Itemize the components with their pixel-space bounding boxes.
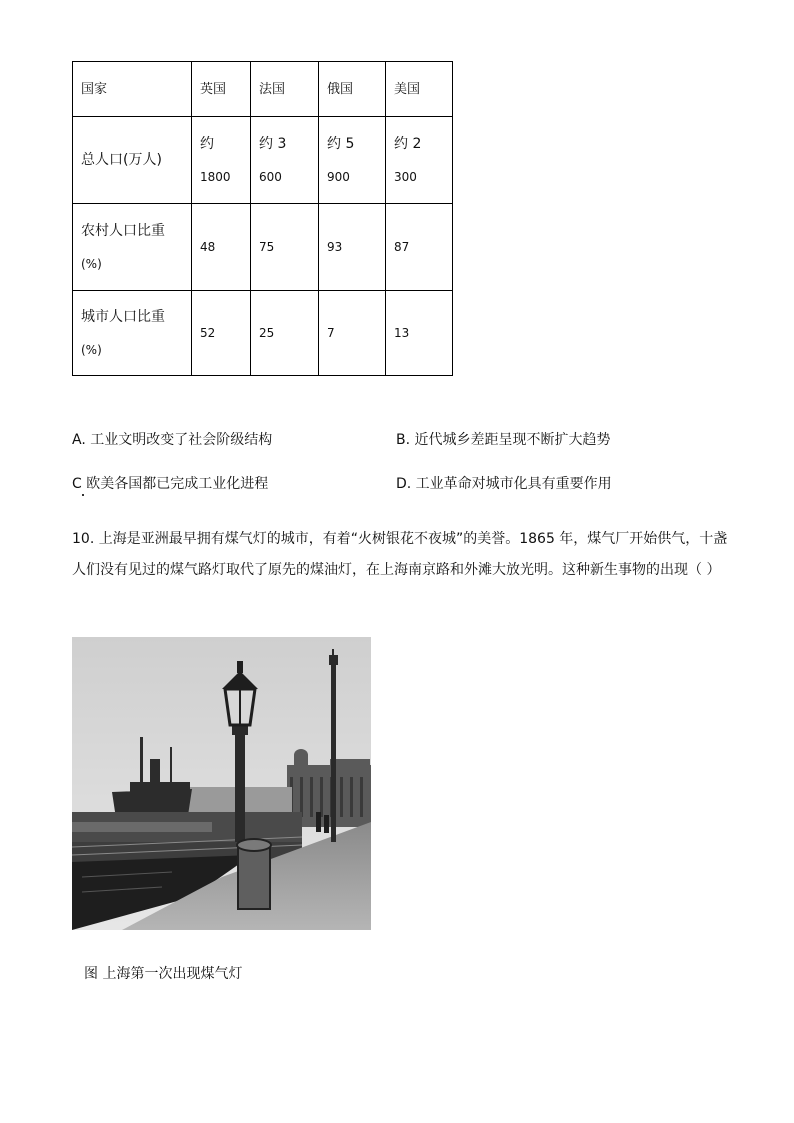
- table-cell: [319, 117, 386, 204]
- header-cell: 美国: [386, 62, 453, 117]
- table-cell: 7: [319, 291, 386, 376]
- row-label: [73, 204, 192, 291]
- table-cell: 25: [251, 291, 319, 376]
- row-label-unit: (%): [81, 257, 102, 271]
- row-label-unit: (%): [81, 343, 102, 357]
- header-cell: 国家: [73, 62, 192, 117]
- stray-mark: [82, 494, 84, 496]
- row-label: [73, 117, 192, 204]
- cell-value-sub: 900: [327, 170, 350, 184]
- cell-value: 约: [200, 136, 214, 152]
- cell-value-sub: 600: [259, 170, 282, 184]
- table-row: [73, 291, 453, 376]
- header-cell: 法国: [251, 62, 319, 117]
- cell-value: 约 2: [394, 136, 422, 152]
- table-row: [73, 204, 453, 291]
- question-10-text: 10. 上海是亚洲最早拥有煤气灯的城市，有着“火树银花不夜城”的美誉。1865 年，煤气厂开始供气，十盏人们没有见过的煤气路灯取代了原先的煤油灯，在上海南京路和外滩大放光明。这种新生事物的出现（ ）: [72, 531, 728, 578]
- table-cell: [192, 117, 251, 204]
- table-cell: 48: [192, 204, 251, 291]
- cell-value-sub: 300: [394, 170, 417, 184]
- figure-caption: 图 上海第一次出现煤气灯: [84, 966, 243, 982]
- header-cell: 俄国: [319, 62, 386, 117]
- population-table: [72, 61, 453, 376]
- table-cell: 87: [386, 204, 453, 291]
- option-d[interactable]: D. 工业革命对城市化具有重要作用: [396, 476, 612, 492]
- row-label: [73, 291, 192, 376]
- row-label-text: 农村人口比重: [81, 223, 165, 239]
- table-cell: [386, 117, 453, 204]
- table-cell: [251, 117, 319, 204]
- table-cell: 75: [251, 204, 319, 291]
- table-cell: 13: [386, 291, 453, 376]
- option-c[interactable]: C 欧美各国都已完成工业化进程: [72, 476, 269, 492]
- cell-value: 约 3: [259, 136, 287, 152]
- table-row: [73, 117, 453, 204]
- cell-value-sub: 1800: [200, 170, 231, 184]
- row-label-text: 总人口(万人): [81, 152, 162, 168]
- table-cell: 52: [192, 291, 251, 376]
- table-header-row: [73, 62, 453, 117]
- cell-value: 约 5: [327, 136, 355, 152]
- table-cell: 93: [319, 204, 386, 291]
- header-cell: 英国: [192, 62, 251, 117]
- option-b[interactable]: B. 近代城乡差距呈现不断扩大趋势: [396, 432, 611, 448]
- gas-lamp-photo: [72, 637, 371, 930]
- row-label-text: 城市人口比重: [81, 309, 165, 325]
- option-a[interactable]: A. 工业文明改变了社会阶级结构: [72, 432, 273, 448]
